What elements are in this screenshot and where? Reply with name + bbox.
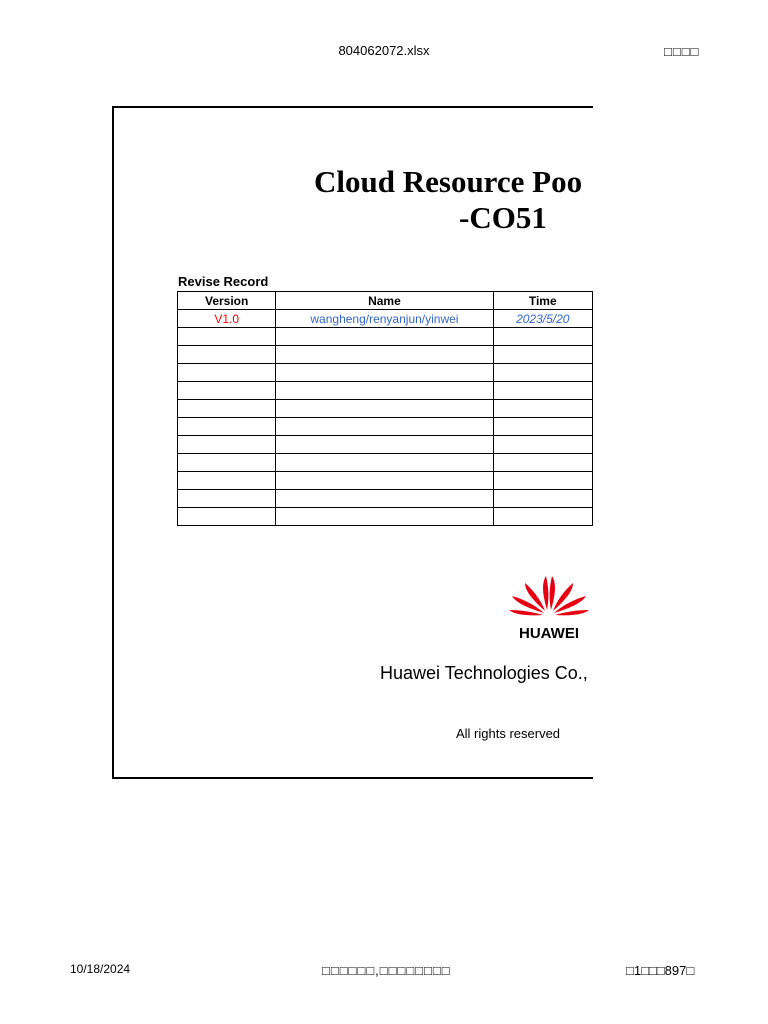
table-row-empty	[178, 508, 593, 526]
cell-version	[178, 382, 276, 400]
cell-time	[493, 400, 592, 418]
document-title-line2: -CO51	[459, 200, 547, 235]
revise-record-label: Revise Record	[178, 274, 269, 289]
cell-name	[276, 382, 493, 400]
cell-version	[178, 436, 276, 454]
table-row-empty	[178, 400, 593, 418]
table-row-empty	[178, 454, 593, 472]
table-row-empty	[178, 382, 593, 400]
table-row	[178, 310, 593, 328]
cell-time	[493, 328, 592, 346]
footer-page-number: □1□□□897□	[626, 963, 695, 978]
cell-name: wangheng/renyanjun/yinwei	[276, 310, 493, 328]
footer-middle-text: □□□□□□,□□□□□□□□	[322, 963, 451, 978]
table-row-empty	[178, 472, 593, 490]
cell-version	[178, 508, 276, 526]
column-header-name: Name	[276, 292, 493, 310]
footer-date: 10/18/2024	[70, 962, 131, 976]
document-title-line1: Cloud Resource Poo	[314, 164, 583, 199]
cell-version	[178, 328, 276, 346]
column-header-time: Time	[493, 292, 592, 310]
logo-wordmark: HUAWEI	[519, 625, 579, 640]
cell-name	[276, 418, 493, 436]
cell-name	[276, 508, 493, 526]
cell-time	[493, 436, 592, 454]
cell-version	[178, 418, 276, 436]
revise-record-table	[177, 291, 593, 526]
cell-version	[178, 472, 276, 490]
cell-version	[178, 364, 276, 382]
cell-name	[276, 454, 493, 472]
header-right-text: □□□□	[664, 44, 700, 59]
table-row-empty	[178, 346, 593, 364]
sheet-page	[112, 106, 593, 779]
cell-time	[493, 364, 592, 382]
cell-time	[493, 382, 592, 400]
column-header-version: Version	[178, 292, 276, 310]
table-row-empty	[178, 418, 593, 436]
cell-time	[493, 346, 592, 364]
table-row-empty	[178, 364, 593, 382]
cell-version	[178, 490, 276, 508]
cell-version: V1.0	[178, 310, 276, 328]
table-row-empty	[178, 328, 593, 346]
cell-name	[276, 328, 493, 346]
header-file-name: 804062072.xlsx	[338, 43, 430, 58]
cell-version	[178, 400, 276, 418]
table-row-empty	[178, 490, 593, 508]
cell-name	[276, 364, 493, 382]
cell-name	[276, 436, 493, 454]
cell-time	[493, 508, 592, 526]
cell-name	[276, 400, 493, 418]
cell-time	[493, 418, 592, 436]
cell-time	[493, 490, 592, 508]
cell-version	[178, 346, 276, 364]
cell-time: 2023/5/20	[493, 310, 592, 328]
cell-name	[276, 490, 493, 508]
company-name: Huawei Technologies Co.,	[380, 663, 588, 683]
huawei-logo	[504, 568, 593, 645]
table-row-empty	[178, 436, 593, 454]
cell-name	[276, 472, 493, 490]
huawei-petal-logo-icon	[504, 568, 593, 640]
cell-name	[276, 346, 493, 364]
cell-version	[178, 454, 276, 472]
cell-time	[493, 454, 592, 472]
cell-time	[493, 472, 592, 490]
rights-text: All rights reserved	[456, 726, 561, 741]
table-header-row	[178, 292, 593, 310]
